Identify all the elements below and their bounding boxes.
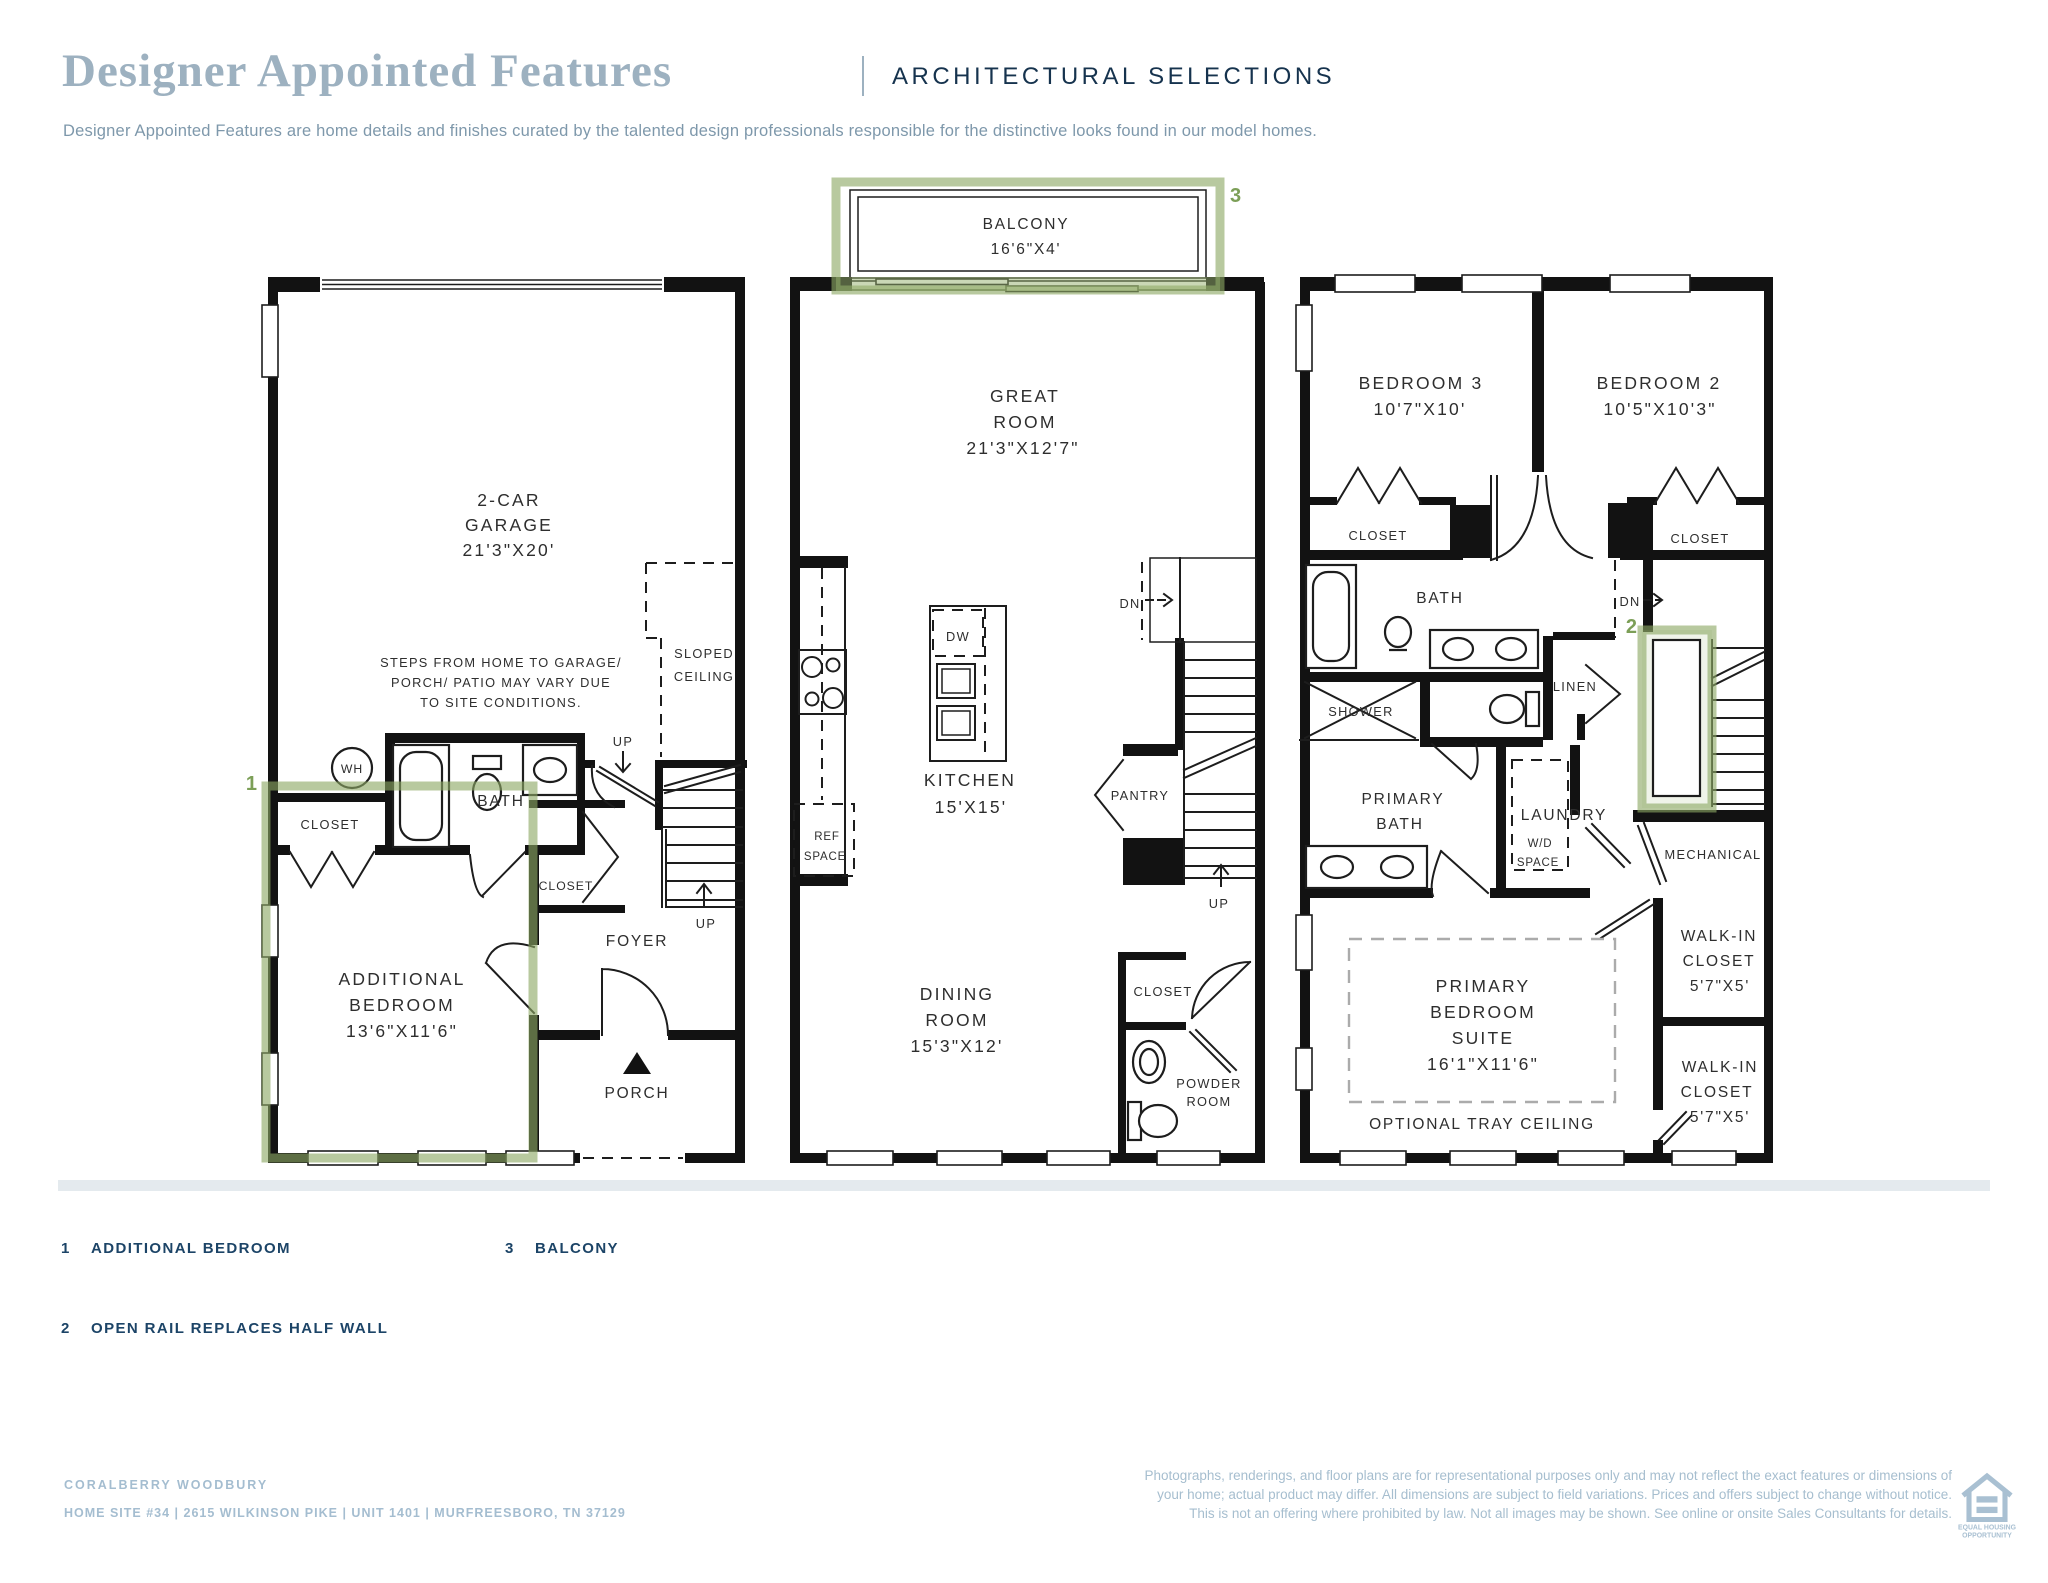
disclaimer-line: your home; actual product may differ. All dimensions are subject to field variations. Prices and offers subject to change without notice.: [1157, 1487, 1952, 1502]
kitchen-label: KITCHEN: [923, 770, 1017, 790]
closet-label: CLOSET: [1348, 528, 1408, 543]
floor-plan-third: [1296, 275, 1773, 1165]
powder-room-label: POWDER: [1176, 1076, 1242, 1091]
bedroom2-dimensions: 10'5"X10'3": [1603, 399, 1717, 419]
feature-3-highlight: [836, 182, 1220, 290]
floor-plan-first: [246, 277, 747, 1165]
kitchen-dimensions: 15'X15': [934, 797, 1008, 817]
legend-number: 2: [61, 1320, 71, 1337]
legend-item-additional-bedroom: [61, 1240, 291, 1257]
legend-item-open-rail: [61, 1320, 388, 1337]
up-label: UP: [1208, 896, 1230, 911]
tray-ceiling-label: OPTIONAL TRAY CEILING: [1369, 1116, 1595, 1133]
great-room-dimensions: 21'3"X12'7": [966, 438, 1080, 458]
plan2-stairs: [1150, 558, 1256, 878]
dn-label: DN: [1619, 594, 1641, 609]
garage-label: 2-CAR: [477, 490, 541, 510]
home-site-address: HOME SITE #34 | 2615 WILKINSON PIKE | UNIT 1401 | MURFREESBORO, TN 37129: [64, 1506, 626, 1520]
primary-bedroom-label: SUITE: [1451, 1028, 1515, 1048]
plan2-walls: [790, 277, 1265, 1163]
additional-bedroom-label: BEDROOM: [349, 995, 455, 1015]
water-heater-label: WH: [340, 762, 364, 776]
walk-in-closet-label: CLOSET: [1680, 1084, 1754, 1101]
ref-space-label: SPACE: [803, 851, 847, 863]
feature-3-number: 3: [1230, 185, 1242, 207]
powder-room-label: ROOM: [1186, 1094, 1232, 1109]
primary-bedroom-label: PRIMARY: [1435, 976, 1531, 996]
page-title: Designer Appointed Features: [62, 45, 673, 97]
disclaimer-line: Photographs, renderings, and floor plans are for representational purposes only and may not reflect the exact features or dimensions of: [1144, 1468, 1952, 1483]
dining-room-dimensions: 15'3"X12': [910, 1036, 1004, 1056]
up-label: UP: [695, 916, 717, 931]
ref-space-label: REF: [814, 831, 840, 843]
laundry-label: LAUNDRY: [1520, 807, 1608, 824]
mechanical-label: MECHANICAL: [1664, 847, 1762, 862]
dining-room-label: DINING: [919, 984, 995, 1004]
porch-entry-marker: [623, 1052, 651, 1074]
foyer-label: FOYER: [605, 933, 669, 950]
great-room-label: ROOM: [993, 412, 1057, 432]
legend-number: 3: [505, 1240, 515, 1257]
feature-2-number: 2: [1625, 616, 1637, 638]
legal-disclaimer: [1030, 1466, 1952, 1523]
equal-housing-opportunity-icon: [1955, 1470, 2019, 1542]
steps-note: STEPS FROM HOME TO GARAGE/: [380, 655, 622, 670]
eho-text: EQUAL HOUSING: [1958, 1524, 2016, 1532]
open-rail: [1653, 640, 1700, 796]
walk-in-closet-label: CLOSET: [1682, 953, 1756, 970]
eho-text: OPPORTUNITY: [1962, 1532, 2012, 1540]
legend-number: 1: [61, 1240, 71, 1257]
floor-plan-second: [790, 182, 1265, 1165]
up-label: UP: [612, 734, 634, 749]
disclaimer-line: This is not an offering where prohibited by law. Not all images may be shown. See online or onsite Sales Consultants for details.: [1189, 1506, 1952, 1521]
plan1-arrows: [616, 752, 711, 905]
plan1-garage-door: [322, 280, 662, 289]
balcony-dimensions: 16'6"X4': [990, 241, 1062, 258]
additional-bedroom-dimensions: 13'6"X11'6": [345, 1021, 459, 1041]
community-name: CORALBERRY WOODBURY: [64, 1478, 269, 1492]
dishwasher-label: DW: [946, 629, 970, 644]
walk-in-closet-label: WALK-IN: [1681, 1059, 1759, 1076]
primary-bath-label: BATH: [1376, 816, 1424, 833]
linen-label: LINEN: [1552, 679, 1598, 694]
primary-bath-label: PRIMARY: [1361, 791, 1445, 808]
plan3-stairs: [1712, 640, 1764, 806]
garage-dimensions: 21'3"X20': [462, 540, 556, 560]
feature-3-band: [836, 277, 1220, 291]
page-description: Designer Appointed Features are home details and finishes curated by the talented design professionals responsible for the distinctive looks found in our model homes.: [63, 122, 1318, 140]
feature-1-number: 1: [245, 773, 257, 795]
additional-bedroom-label: ADDITIONAL: [338, 969, 466, 989]
bath-label: BATH: [1416, 590, 1464, 607]
steps-note: PORCH/ PATIO MAY VARY DUE: [391, 675, 611, 690]
plan1-walls: [268, 277, 747, 1163]
category-title: ARCHITECTURAL SELECTIONS: [892, 63, 1336, 90]
walk-in-closet-label: WALK-IN: [1680, 928, 1758, 945]
closet-label: CLOSET: [1670, 531, 1730, 546]
walk-in-closet-dimensions: 5'7"X5': [1689, 1109, 1751, 1126]
walk-in-closet-dimensions: 5'7"X5': [1689, 978, 1751, 995]
legend-divider-band: [58, 1180, 1990, 1191]
primary-bedroom-dimensions: 16'1"X11'6": [1426, 1054, 1540, 1074]
closet-label: CLOSET: [1133, 984, 1193, 999]
primary-bedroom-label: BEDROOM: [1430, 1002, 1536, 1022]
legend-label: ADDITIONAL BEDROOM: [91, 1240, 291, 1257]
sloped-ceiling-label: SLOPED: [674, 646, 734, 661]
dining-room-label: ROOM: [925, 1010, 989, 1030]
bedroom3-label: BEDROOM 3: [1358, 373, 1484, 393]
wd-space-label: W/D: [1527, 838, 1553, 850]
bedroom3-dimensions: 10'7"X10': [1373, 399, 1467, 419]
powder-room-fixtures: [1128, 1041, 1177, 1140]
dn-label: DN: [1119, 596, 1141, 611]
closet-label: CLOSET: [538, 879, 594, 893]
closet-label: CLOSET: [300, 817, 360, 832]
shower-label: SHOWER: [1328, 704, 1394, 719]
garage-label: GARAGE: [464, 515, 554, 535]
balcony-label: BALCONY: [982, 216, 1070, 233]
sloped-ceiling-label: CEILING: [673, 669, 735, 684]
porch-label: PORCH: [604, 1085, 670, 1102]
pantry-label: PANTRY: [1110, 788, 1170, 803]
steps-note: TO SITE CONDITIONS.: [420, 695, 582, 710]
great-room-label: GREAT: [990, 386, 1060, 406]
bedroom2-label: BEDROOM 2: [1596, 373, 1722, 393]
wd-space-label: SPACE: [1516, 857, 1560, 869]
legend-item-balcony: [505, 1240, 619, 1257]
legend-label: BALCONY: [535, 1240, 619, 1257]
legend-label: OPEN RAIL REPLACES HALF WALL: [91, 1320, 389, 1337]
bath-label: BATH: [477, 793, 525, 810]
